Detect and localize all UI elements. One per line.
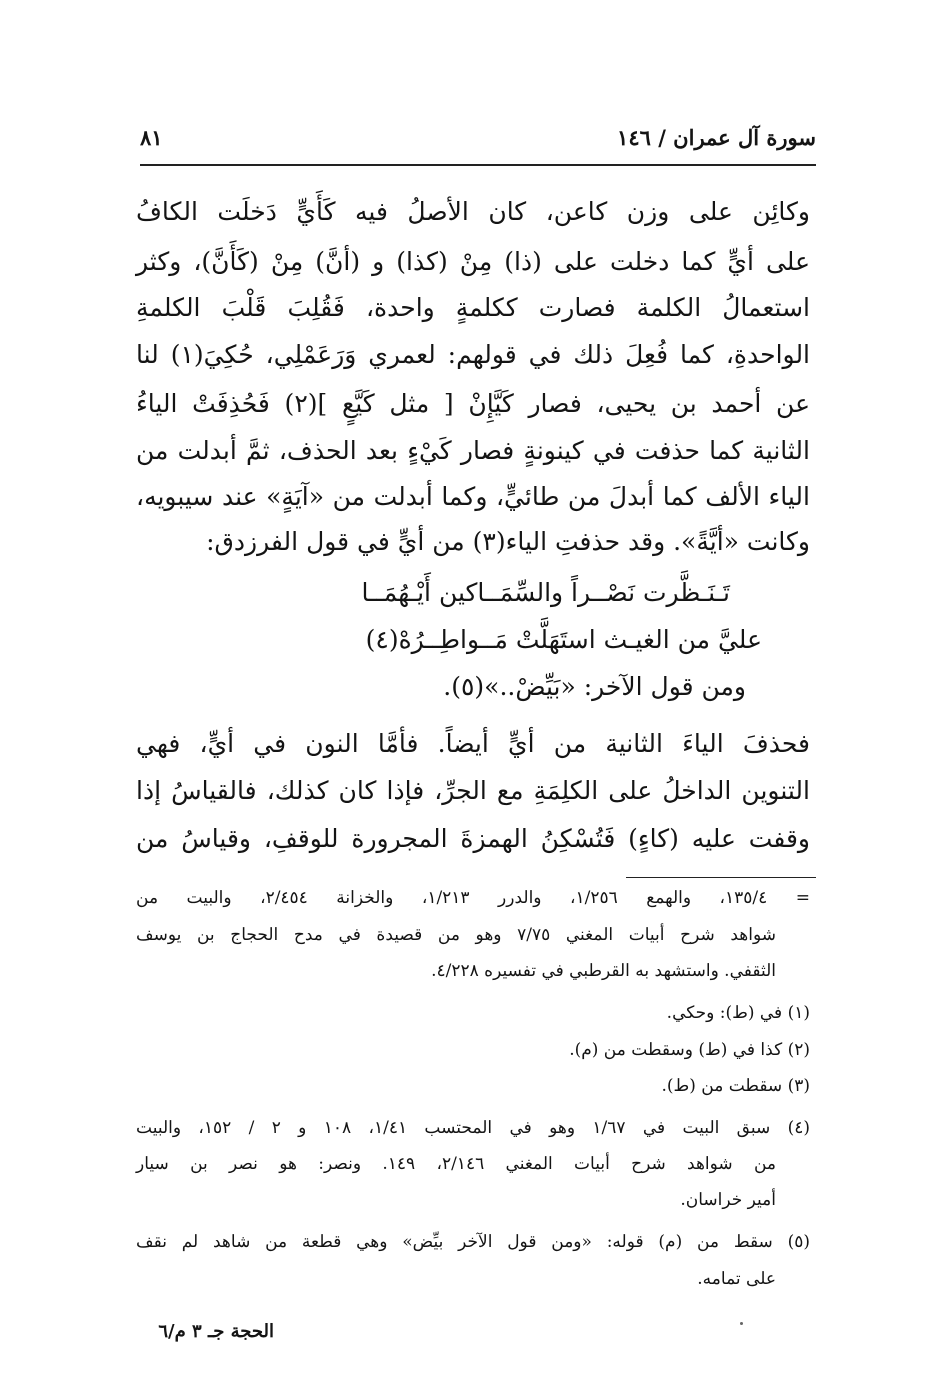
footnote-1: (١) في (ط): وحكي. xyxy=(666,1003,810,1023)
body-line: فحذفَ الياءَ الثانية من أيٍّ أيضاً. فأمَّا النون في أيٍّ، فهي xyxy=(136,729,810,758)
body-line: على أيٍّ كما دخلت على (ذا) مِنْ (كذا) و (أنَّ) مِنْ (كَأَنَّ)، وكثر xyxy=(136,247,810,276)
footnote-5-line: على تمامه. xyxy=(697,1269,776,1289)
body-line: الثانية كما حذفت في كينونةٍ فصار كَيْءٍ بعد الحذف، ثمَّ أبدلت من xyxy=(136,436,810,465)
footnote-continued-line: = ١٣٥/٤، والهمع ١/٢٥٦، والدرر ١/٢١٣، والخزانة ٢/٤٥٤، والبيت من xyxy=(136,888,811,908)
footnote-4-line: من شواهد شرح أبيات المغني ٢/١٤٦، ١٤٩. ونصر: هو نصر بن سيار xyxy=(136,1154,777,1174)
signature-mark: الحجة جـ ٣ م/٦ xyxy=(158,1321,274,1342)
verse-hemistich-first: تَـنَـظَّرت نَصْــراً والسِّمَــاكين أَيْـهُمَــا xyxy=(361,578,730,607)
body-line: عن أحمد بن يحيى، فصار كَيَّإِنْ [ مثل كَيَّعٍ ](٢) فَحُذِفَتْ الياءُ xyxy=(136,389,810,418)
verse-hemistich-second: عليَّ من الغيـث استَهَلَّتْ مَــواطِــرُهْ(٤) xyxy=(365,625,762,654)
running-header xyxy=(140,125,816,161)
footnote-continued-line: شواهد شرح أبيات المغني ٧/٧٥ وهو من قصيدة في مدح الحجاج بن يوسف xyxy=(136,925,776,945)
body-line: وقفت عليه (كاءٍ) فَتُسْكِنُ الهمزةَ المجرورة للوقفِ، وقياسُ من xyxy=(136,824,810,853)
body-line: وكائِن على وزن كاعن، كان الأصلُ فيه كَأَيٍّ دَخلَت الكافُ xyxy=(136,197,810,226)
body-line: الواحدةِ، كما فُعِلَ ذلك في قولهم: لعمري وَرَعَمْلِي، حُكِيَ(١) لنا xyxy=(136,340,811,369)
footnote-5-line: (٥) سقط من (م) قوله: «ومن قول الآخر بيِّض» وهي قطعة من شاهد لم نقف xyxy=(136,1232,810,1252)
body-line: التنوين الداخلُ على الكلِمَةِ مع الجرِّ، فإذا كان كذلك، فالقياسُ إذا xyxy=(136,776,810,805)
header-rule xyxy=(140,164,816,166)
footnote-continued-line: الثقفي. واستشهد به القرطبي في تفسيره ٤/٢٢٨. xyxy=(431,961,776,981)
footnote-rule xyxy=(626,877,816,878)
body-line: الياء الألف كما أبدلَ من طائيٍّ، وكما أبدلت من «آيَةٍ» عند سيبويه، xyxy=(136,482,810,511)
body-line: استعمالُ الكلمة فصارت ككلمةٍ واحدة، فَقُلِبَ قَلْبَ الكلمةِ xyxy=(136,293,810,322)
footnote-4-line: أمير خراسان. xyxy=(680,1190,776,1210)
page-number: ٨١ xyxy=(140,125,163,150)
footnote-2: (٢) كذا في (ط) وسقطت من (م). xyxy=(569,1040,810,1060)
quote-line: ومن قول الآخر: «بَيِّضْ..»(٥). xyxy=(443,672,746,701)
footnote-4-line: (٤) سبق البيت في ١/٦٧ وهو في المحتسب ١/٤١، ١٠٨ و ٢ / ١٥٢، والبيت xyxy=(136,1118,810,1138)
running-title: سورة آل عمران / ١٤٦ xyxy=(617,125,816,150)
print-speck xyxy=(740,1322,743,1325)
footnote-3: (٣) سقطت من (ط). xyxy=(661,1076,810,1096)
body-line: وكانت «أيَّةً». وقد حذفتِ الياء(٣) من أيٍّ في قول الفرزدق: xyxy=(206,527,810,556)
